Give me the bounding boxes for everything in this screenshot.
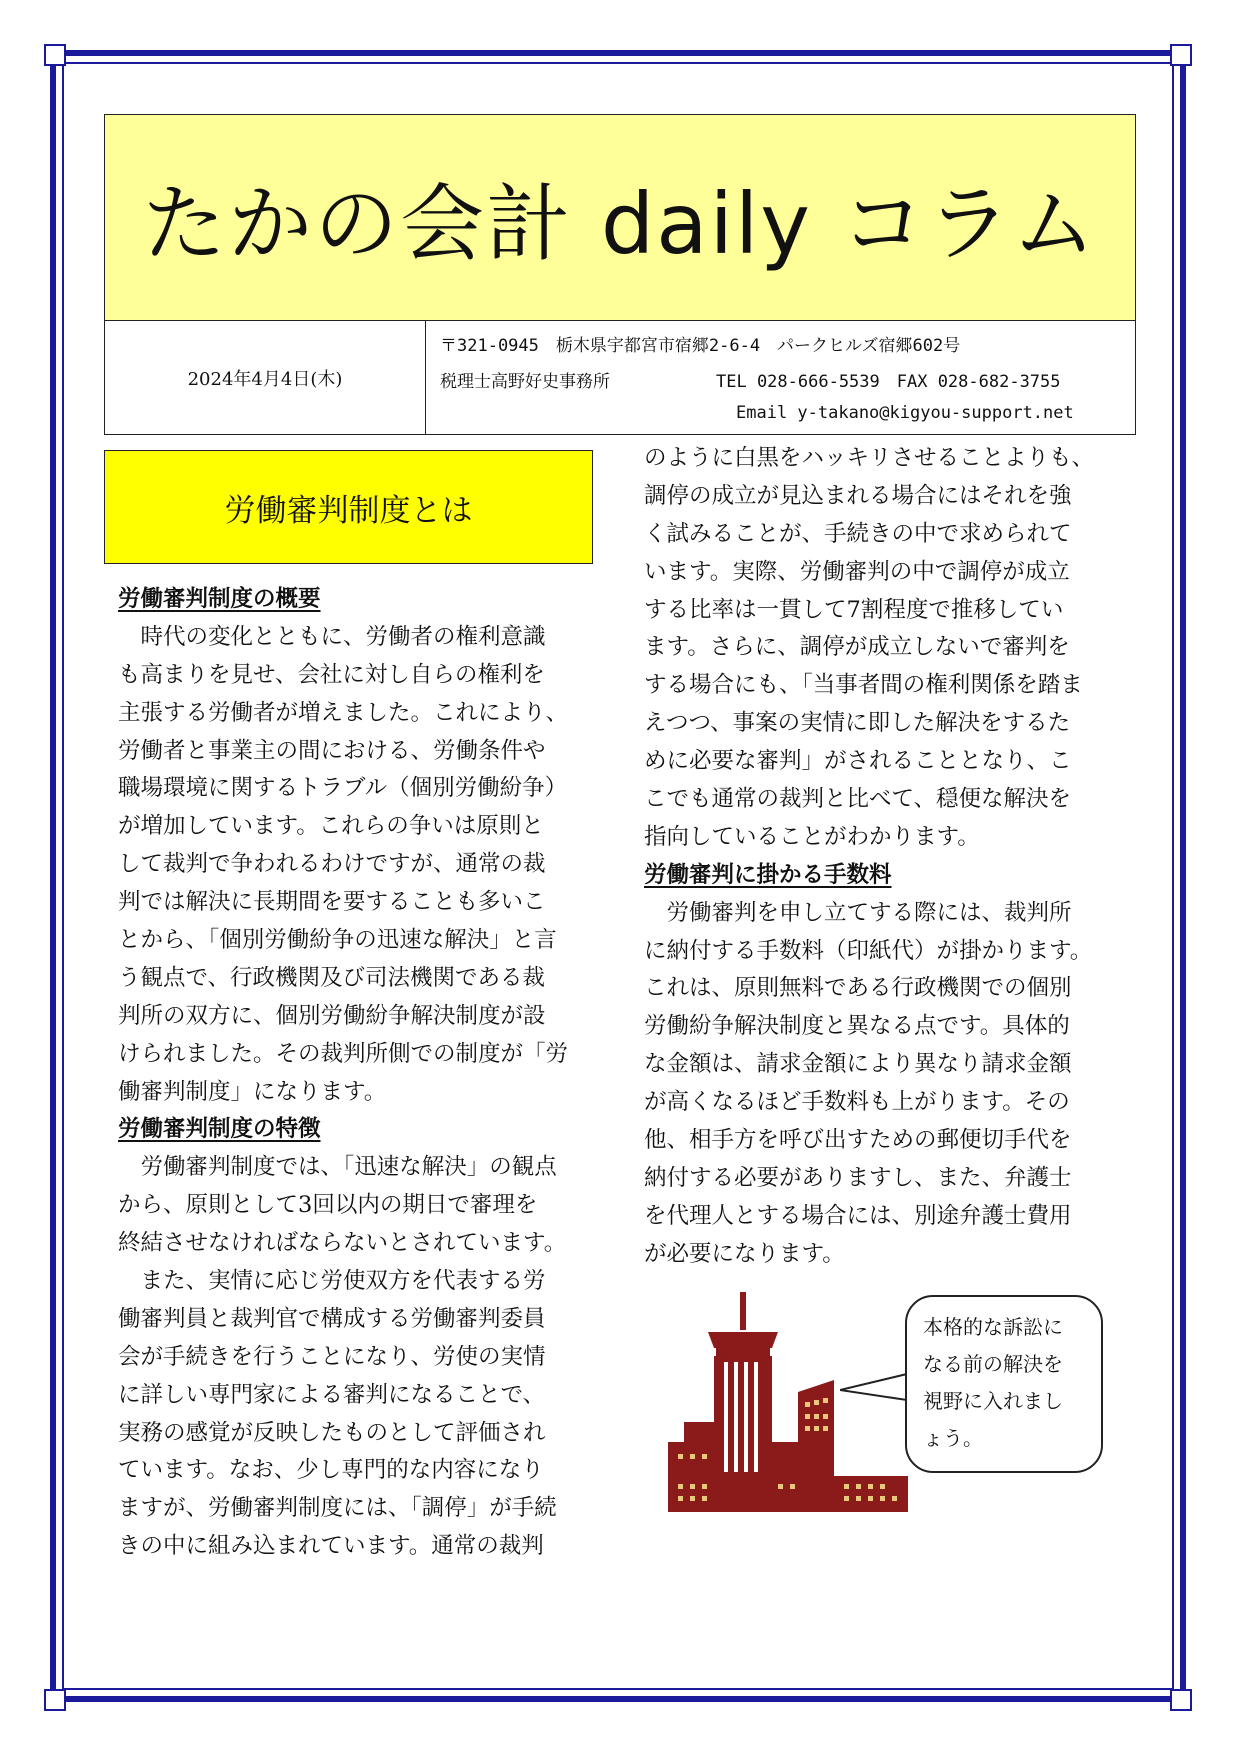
- body-line: また、実情に応じ労使双方を代表する労: [118, 1268, 546, 1295]
- corner-ornament: [44, 1689, 66, 1711]
- body-line: います。実際、労働審判の中で調停が成立: [644, 558, 1070, 585]
- body-line: を代理人とする場合には、別途弁護士費用: [644, 1202, 1072, 1229]
- body-line: 働審判員と裁判官で構成する労働審判委員: [118, 1305, 546, 1332]
- left-column: [118, 581, 608, 1566]
- body-line: 判所の双方に、個別労働紛争解決制度が設: [118, 1002, 546, 1029]
- subheading-features: 労働審判制度の特徴: [118, 1116, 321, 1143]
- body-line: 指向していることがわかります。: [644, 823, 980, 850]
- subheading-overview: 労働審判制度の概要: [118, 586, 321, 612]
- article-heading-box: [104, 450, 593, 564]
- body-line: 会が手続きを行うことになり、労使の実情: [118, 1343, 546, 1370]
- office-contact: [426, 321, 1135, 434]
- body-line: に詳しい専門家による審判になることで、: [118, 1381, 546, 1408]
- body-line: きの中に組み込まれています。通常の裁判: [118, 1533, 544, 1560]
- callout-line: なる前の解決を: [923, 1352, 1063, 1376]
- body-line: 労働審判を申し立てする際には、裁判所: [644, 899, 1072, 926]
- body-line: が増加しています。これらの争いは原則と: [118, 813, 544, 840]
- body-line: 職場環境に関するトラブル（個別労働紛争）: [118, 775, 568, 802]
- body-line: する比率は一貫して7割程度で推移してい: [644, 596, 1064, 623]
- newsletter-title: たかの会計 daily コラム: [142, 175, 1098, 273]
- masthead: [104, 114, 1136, 321]
- body-line: 労働審判制度では、「迅速な解決」の観点: [118, 1154, 557, 1181]
- article-title: 労働審判制度とは: [224, 492, 473, 529]
- body-line: 労働紛争解決制度と異なる点です。具体的: [644, 1013, 1070, 1040]
- body-line: して裁判で争われるわけですが、通常の裁: [118, 851, 546, 878]
- body-line: 終結させなければならないとされています。: [118, 1230, 567, 1257]
- body-line: 労働者と事業主の間における、労働条件や: [118, 737, 546, 764]
- body-line: する場合にも、「当事者間の権利関係を踏ま: [644, 672, 1083, 699]
- body-line: な金額は、請求金額により異なり請求金額: [644, 1051, 1072, 1078]
- body-line: 納付する必要がありますし、また、弁護士: [644, 1164, 1072, 1191]
- speech-bubble: [905, 1295, 1103, 1473]
- speech-bubble-tail: [840, 1370, 910, 1410]
- body-line: 他、相手方を呼び出すための郵便切手代を: [644, 1127, 1072, 1154]
- corner-ornament: [1170, 44, 1192, 66]
- right-column: [644, 440, 1134, 1274]
- corner-ornament: [44, 44, 66, 66]
- body-line: のように白黒をハッキリさせることよりも、: [644, 445, 1095, 471]
- body-line: 主張する労働者が増えました。これにより、: [118, 699, 569, 726]
- corner-ornament: [1170, 1689, 1192, 1711]
- callout-line: 視野に入れまし: [923, 1389, 1063, 1413]
- body-line: これは、原則無料である行政機関での個別: [644, 975, 1072, 1002]
- body-line: 判では解決に長期間を要することも多いこ: [118, 889, 546, 916]
- body-line: 時代の変化とともに、労働者の権利意識: [118, 623, 546, 650]
- body-line: えつつ、事案の実情に即した解決をするた: [644, 710, 1071, 737]
- issue-date: 2024年4月4日(木): [105, 321, 426, 434]
- callout-line: 本格的な訴訟に: [923, 1315, 1063, 1339]
- body-line: く試みることが、手続きの中で求められて: [644, 520, 1072, 547]
- body-line: から、原則として3回以内の期日で審理を: [118, 1192, 538, 1219]
- office-email: Email y-takano@kigyou-support.net: [736, 403, 1074, 423]
- body-line: こでも通常の裁判と比べて、穏便な解決を: [644, 786, 1072, 813]
- info-row: [104, 321, 1136, 435]
- office-address: 〒321-0945 栃木県宇都宮市宿郷2-6-4 パークヒルズ宿郷602号: [440, 336, 961, 356]
- body-line: に納付する手数料（印紙代）が掛かります。: [644, 937, 1093, 964]
- body-line: も高まりを見せ、会社に対し自らの権利を: [118, 661, 545, 688]
- office-name: 税理士高野好史事務所: [440, 372, 610, 392]
- body-line: 働審判制度」になります。: [118, 1078, 387, 1105]
- body-line: けられました。その裁判所側での制度が「労: [118, 1040, 569, 1067]
- body-line: ますが、労働審判制度には、「調停」が手続: [118, 1495, 557, 1522]
- subheading-fees: 労働審判に掛かる手数料: [644, 861, 892, 888]
- body-line: ています。なお、少し専門的な内容になり: [118, 1457, 544, 1484]
- body-line: ます。さらに、調停が成立しないで審判を: [644, 634, 1070, 661]
- callout-line: ょう。: [923, 1426, 983, 1450]
- office-phone-fax: TEL 028-666-5539 FAX 028-682-3755: [716, 372, 1061, 392]
- body-line: めに必要な審判」がされることとなり、こ: [644, 748, 1072, 775]
- body-line: う観点で、行政機関及び司法機関である裁: [118, 964, 546, 991]
- body-line: が高くなるほど手数料も上がります。その: [644, 1089, 1070, 1116]
- body-line: が必要になります。: [644, 1240, 845, 1267]
- body-line: とから、「個別労働紛争の迅速な解決」と言: [118, 927, 557, 954]
- body-line: 実務の感覚が反映したものとして評価され: [118, 1419, 546, 1446]
- body-line: 調停の成立が見込まれる場合にはそれを強: [644, 482, 1072, 509]
